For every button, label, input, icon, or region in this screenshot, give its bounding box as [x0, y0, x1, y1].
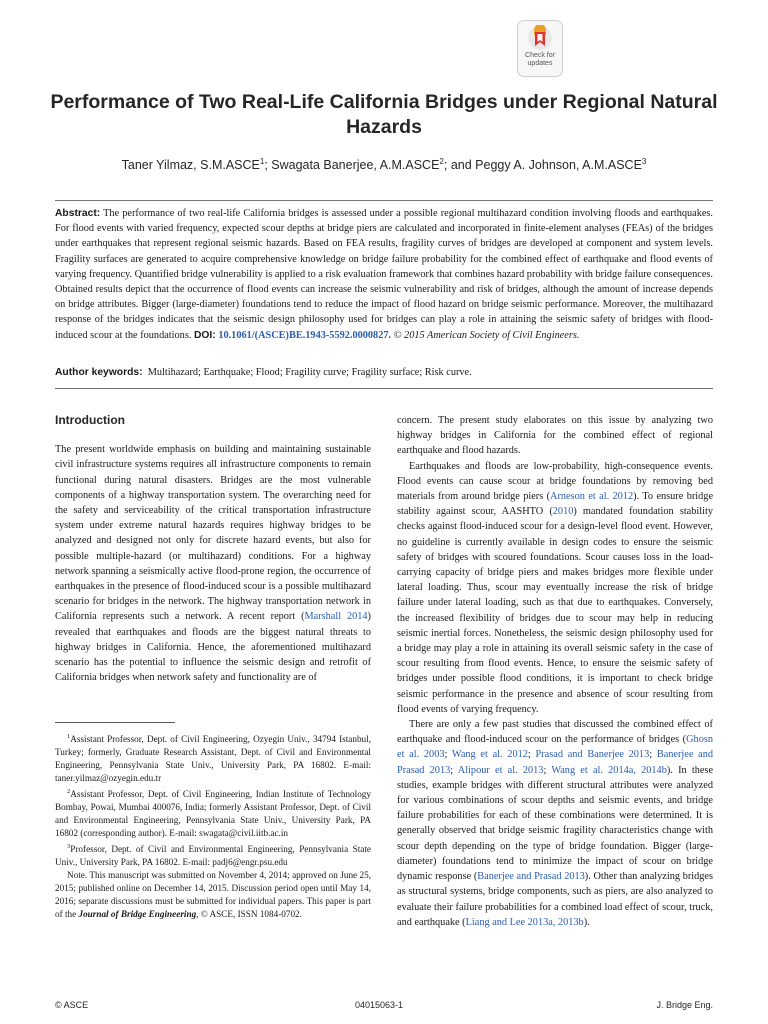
footnotes — [55, 730, 371, 921]
citation-link[interactable]: Banerjee and Prasad 2013 — [397, 749, 714, 776]
citation-link[interactable]: Arneson et al. 2012 — [550, 491, 634, 503]
citation-link[interactable]: Wang et al. 2014a, 2014b — [551, 764, 667, 776]
top-rule — [55, 200, 713, 201]
footnote-3: $^3$Professor, Dept. of Civil and Environmental Engineering, Pennsylvania State Univ., University Park, PA 16802. E-mail: padj6@engr.psu.edu — [55, 843, 371, 868]
copyright: © 2015 American Society of Civil Engineers. — [393, 329, 580, 341]
abstract-label: Abstract: — [55, 208, 101, 219]
paper-title: Performance of Two Real-Life California Bridges under Regional Natural Hazards — [50, 91, 718, 138]
citation-link[interactable]: Alipour et al. 2013 — [457, 764, 544, 776]
section-heading: Introduction — [55, 413, 125, 427]
intro-paragraph: The present worldwide emphasis on building and maintaining sustainable civil infrastructure systems requires all infrastructure components to remain functional during natural disasters. Bridges are the most vulnerable components of a highway transportation system. The overarching need for the safety and serviceability of the critical transportation infrastructure system under extreme natural hazards requires highway bridges to be analyzed and designed not only for discrete hazard events, but also for possible multiple-hazard (or multihazard) conditions. For a highway network spanning a seismically active flood-prone region, the occurrence of earthquakes in the presence of flood-induced scour is a possible multihazard scenario for bridges in the network. The highway transportation network in California represents such a network. A recent report (Marshall 2014) revealed that earthquakes and floods are the biggest natural threats to highway bridges in California. Hence, the aforementioned multihazard scenario has the potential to influence the seismic design and retrofit of California bridges when network safety and functionality are of — [55, 444, 371, 684]
right-column — [397, 413, 713, 930]
paragraph: Earthquakes and floods are low-probability, high-consequence events. Flood events can cause scour at bridge foundations by removing bed materials from around bridge piers (Arneson et al. 2012). To ensure bridge stability against scour, AASHTO (2010) mandated foundation stability checks against flood-induced scour for a design-level flood event. However, no guideline is currently available in design codes to ensure the seismic safety of bridges with scoured foundations. Scour causes loss in the load-carrying capacity of bridge piers and makes bridges more flexible under lateral loading. Thus, scour may eventually increase the risk of bridge failure under lateral loading, such as that due to earthquakes. Conversely, the increased flexibility of bridges due to scour may help in reducing seismic inertial forces. Nonetheless, the seismic design philosophy used for a bridge may play a role in attaining its overall seismic safety in the case of scour resulting from flood events. Hence, to ensure the seismic safety of bridges under possible flood conditions, it is important to check bridge seismic performance in the presence and absence of scour resulting from flood events of varying frequency. — [397, 460, 714, 715]
paragraph: There are only a few past studies that discussed the combined effect of earthquake and flood-induced scour on the performance of bridges (Ghosn et al. 2003; Wang et al. 2012; Prasad and Banerjee 2013; Banerjee and Prasad 2013; Alipour et al. 2013; Wang et al. 2014a, 2014b). In these studies, example bridges with different structural attributes were analyzed for various combinations of scour depths and seismic events, and bridge failure probabilities for each of these combinations were determined. It is generally observed that bridge seismic fragility characteristics change with scour depth depending on the type of bridge foundation. Bigger (large-diameter) foundations tend to minimize the impact of scour on bridge dynamic response (Banerjee and Prasad 2013). Other than analyzing bridges as structural systems, bridge components, such as piers, are also analyzed to evaluate their failure probabilities for a combined load effect of scour, truck, and earthquake (Liang and Lee 2013a, 2013b). — [397, 719, 714, 928]
doi-link[interactable]: 10.1061/(ASCE)BE.1943-5592.0000827. — [218, 329, 392, 341]
citation-link[interactable]: Marshall 2014 — [304, 611, 368, 623]
left-column — [55, 413, 371, 685]
paragraph: concern. The present study elaborates on this issue by analyzing two highway bridges in California for the combined effect of regional earthquake and flood hazards. — [397, 415, 713, 457]
citation-link[interactable]: Banerjee and Prasad 2013 — [477, 871, 585, 883]
footnote-2: $^2$Assistant Professor, Dept. of Civil Engineering, Indian Institute of Technology Bombay, Powai, Mumbai 400076, India; formerly Assistant Professor, Dept. of Civil and Environmental Engineering, Pennsylvania State Univ., University Park, PA 16802 (corresponding author). E-mail: swagata@civil.iitb.ac.in — [55, 788, 371, 839]
abstract: Abstract: The performance of two real-life California bridges is assessed under a possible regional multihazard condition involving floods and earthquakes. For flood events with varied frequency, expected scour depths at bridge piers are calculated and incorporated in finite-element analyses (FEAs) of the bridges under earthquakes that represent regional seismic hazards. Based on FEA results, fragility curves of bridges are developed at component and system levels. Fragility surfaces are generated to acquire comprehensive knowledge on bridge failure probability for the combined effect of earthquake and flood events of varying frequency. Quantified bridge vulnerability is applied to a risk evaluation framework that combines hazard probability with bridge failure consequences. Obtained results depict that the occurrence of flood events can increase the seismic vulnerability and risk of bridges, although the amount of increase depends on bridge attributes. Bigger (large-diameter) foundations tend to reduce the impact of flood hazard on bridge seismic performance. Moreover, the multihazard response of the bridges indicates that the seismic design philosophy used for bridges can play a role in attaining the seismic safety of bridges with flood-induced scour at the foundations. DOI: 10.1061/(ASCE)BE.1943-5592.0000827. © 2015 American Society of Civil Engineers. — [55, 208, 714, 341]
submission-note: Note. This manuscript was submitted on November 4, 2014; approved on June 25, 2015; published online on December 14, 2015. Discussion period open until May 14, 2016; separate discussions must be submitted for individual papers. This paper is part of the Journal of Bridge Engineering, © ASCE, ISSN 1084-0702. — [55, 870, 371, 920]
citation-link[interactable]: Ghosn et al. 2003 — [397, 734, 713, 761]
author-keywords: Author keywords: Multihazard; Earthquake; Flood; Fragility curve; Fragility surface; Risk curve. — [55, 367, 472, 378]
footer-journal: J. Bridge Eng. — [656, 1000, 713, 1010]
footnote-1: $^1$Assistant Professor, Dept. of Civil Engineering, Ozyegin Univ., 34794 Istanbul, Turkey; formerly, Graduate Research Assistant, Dept. of Civil and Environmental Engineering, Pennsylvania State Univ., University Park, PA 16802. E-mail: taner.yilmaz@ozyegin.edu.tr — [55, 733, 371, 784]
citation-link[interactable]: Prasad and Banerjee 2013 — [535, 749, 650, 761]
footer-page-id: 04015063-1 — [355, 1000, 404, 1010]
keywords-rule — [55, 388, 713, 389]
bookmark-ribbon-icon — [527, 25, 553, 51]
author-list: Taner Yilmaz, S.M.ASCE$^1$; Swagata Banerjee, A.M.ASCE$^2$; and Peggy A. Johnson, A.M.ASCE$^3$ — [121, 157, 647, 172]
check-for-updates-badge[interactable] — [517, 20, 563, 77]
footer-publisher: © ASCE — [55, 1000, 89, 1010]
citation-link[interactable]: Wang et al. 2012 — [451, 749, 528, 761]
badge-label: Check for updates — [525, 52, 555, 67]
citation-link[interactable]: Liang and Lee 2013a, 2013b — [465, 916, 584, 928]
abstract-text: The performance of two real-life California bridges is assessed under a possible regional multihazard condition involving floods and earthquakes. For flood events with varied frequency, expected scour depths at bridge piers are calculated and incorporated in finite-element analyses (FEAs) of the bridges under earthquakes that represent regional seismic hazards. Based on FEA results, fragility curves of bridges are developed at component and system levels. Fragility surfaces are generated to acquire comprehensive knowledge on bridge failure probability for the combined effect of earthquake and flood events of varying frequency. Quantified bridge vulnerability is applied to a risk evaluation framework that combines hazard probability with bridge failure consequences. Obtained results depict that the occurrence of flood events can increase the seismic vulnerability and risk of bridges, although the amount of increase depends on bridge attributes. Bigger (large-diameter) foundations tend to reduce the impact of flood hazard on bridge seismic performance. Moreover, the multihazard response of the bridges indicates that the seismic design philosophy used for bridges can play a role in attaining the seismic safety of bridges with flood-induced scour at the foundations. — [55, 208, 714, 341]
footnote-rule — [55, 722, 175, 723]
citation-link[interactable]: 2010 — [552, 506, 574, 518]
